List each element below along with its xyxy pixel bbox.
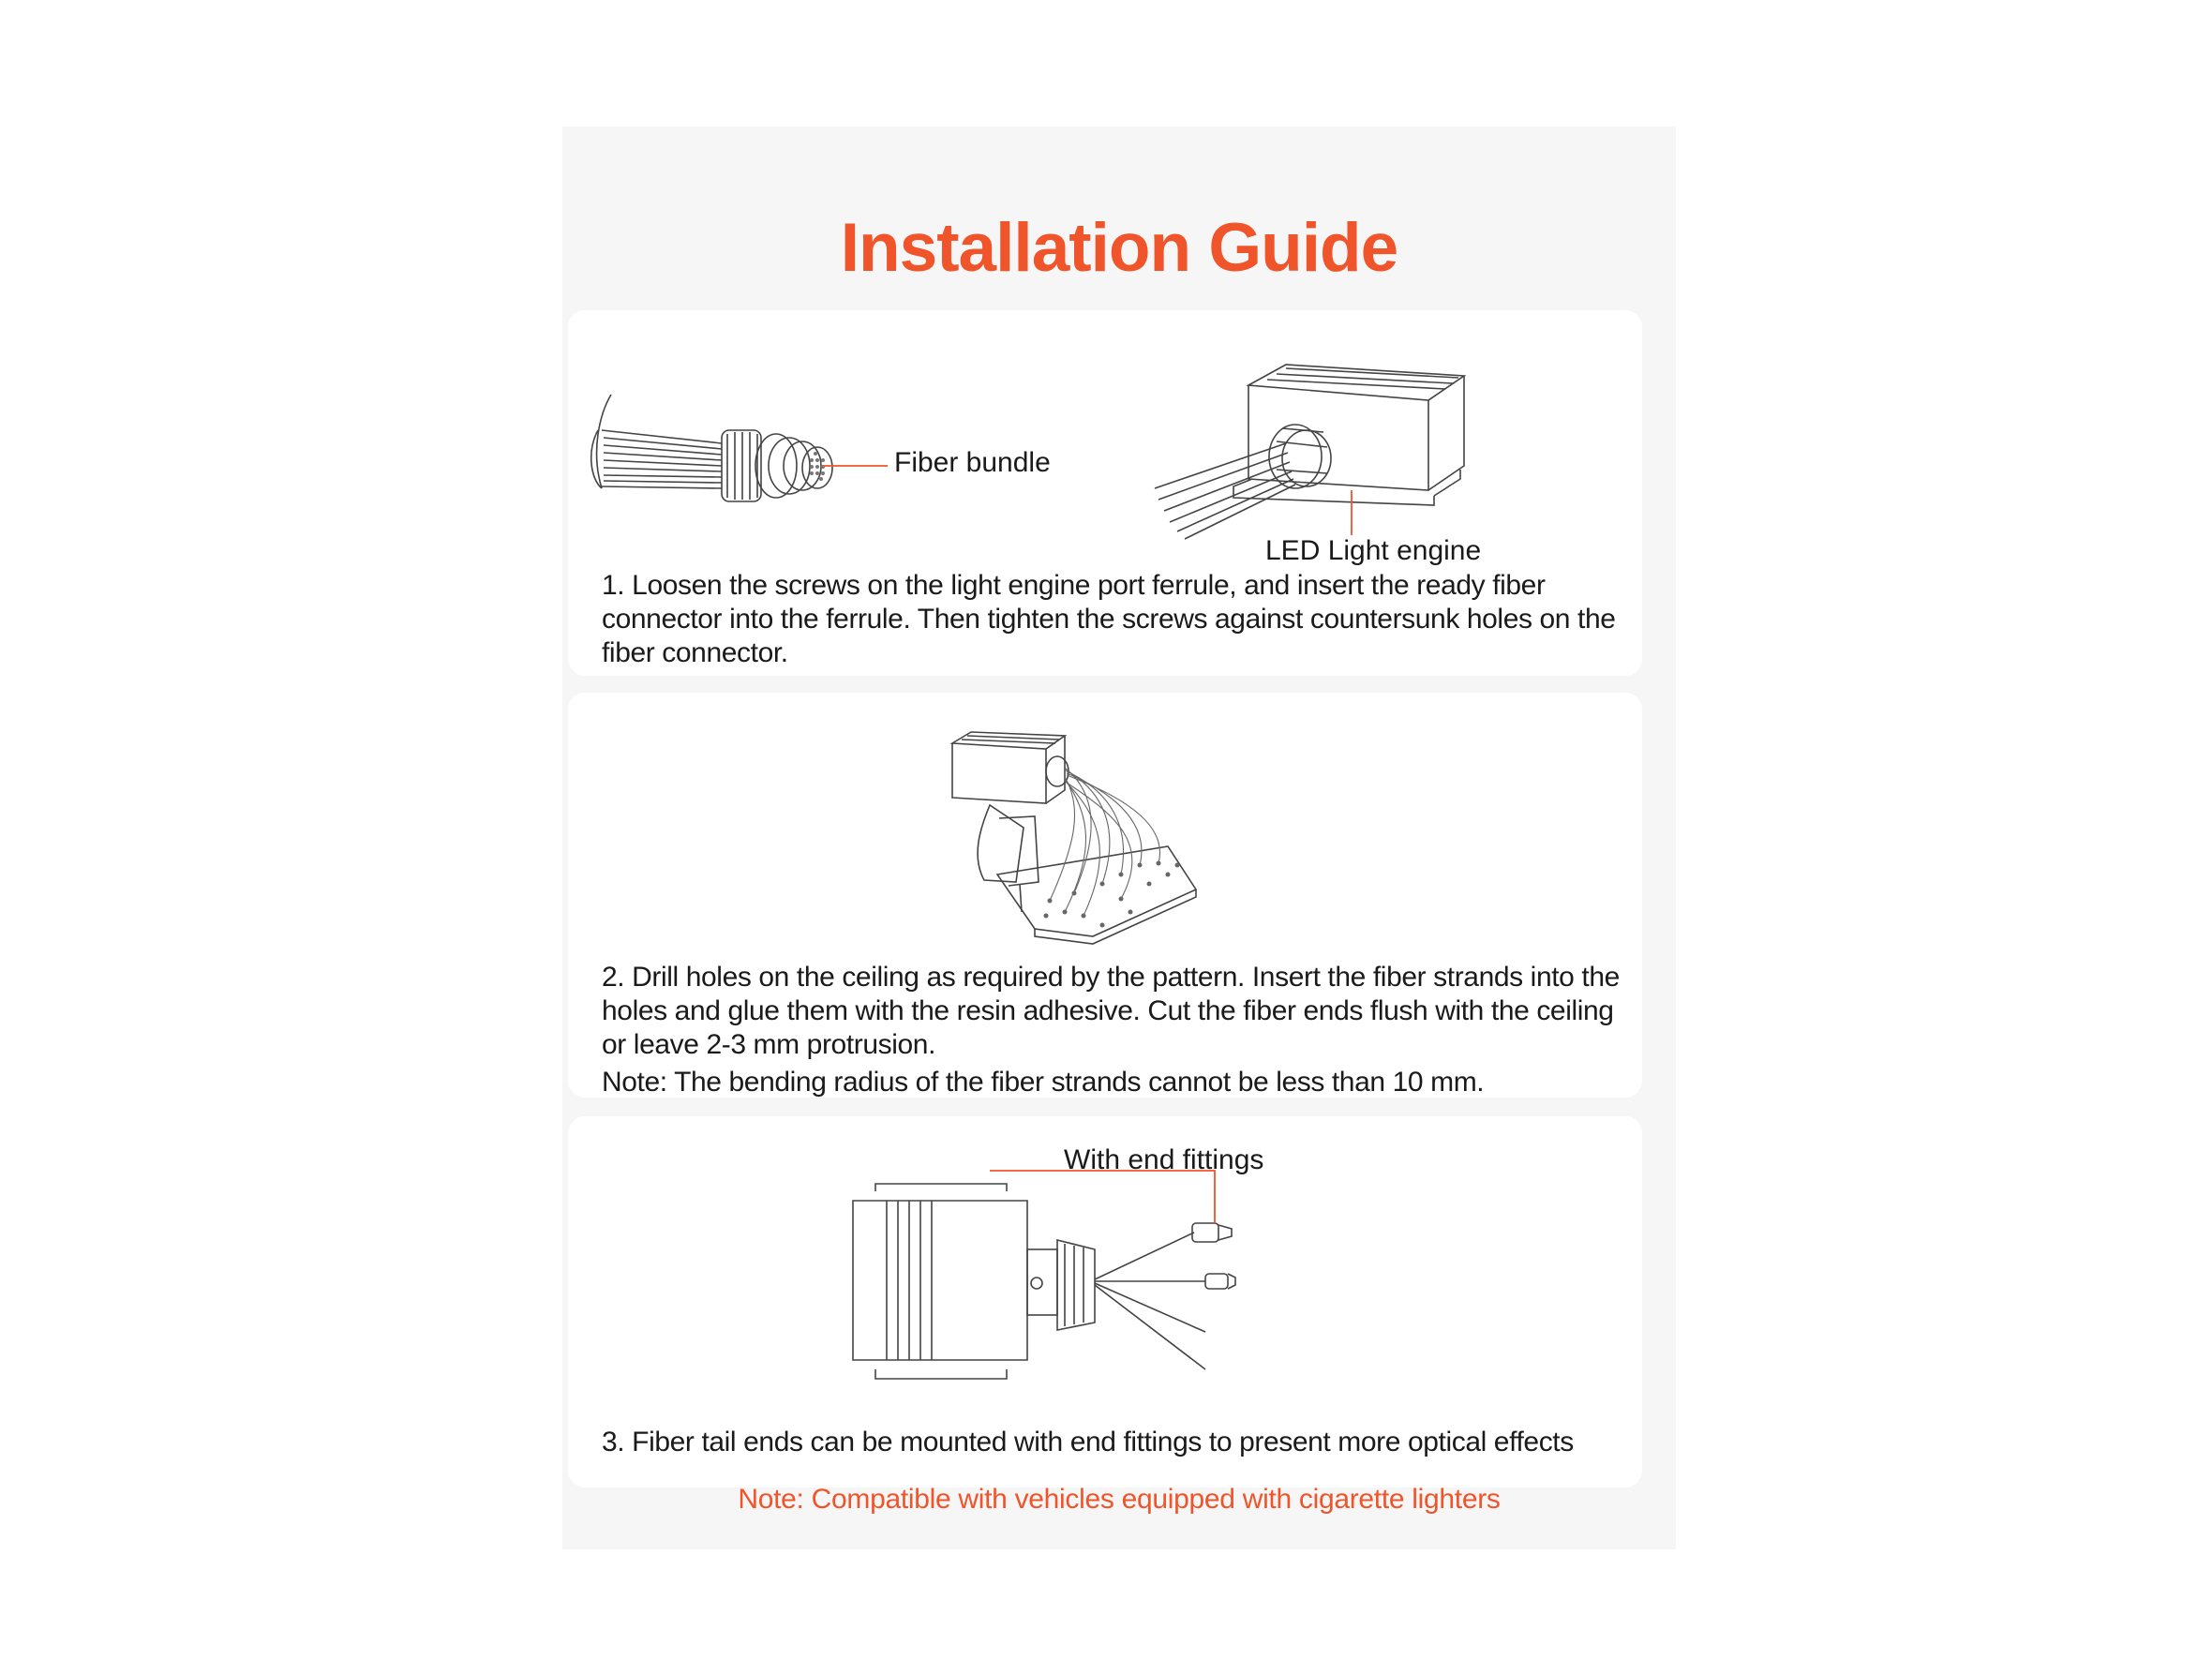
end-fittings-illustration — [849, 1182, 1280, 1397]
light-engine-label: LED Light engine — [1265, 535, 1482, 566]
end-fittings-label: With end fittings — [1064, 1144, 1264, 1175]
installation-guide-sheet — [562, 127, 1676, 1549]
step-2-text: 2. Drill holes on the ceiling as required by the pattern. Insert the fiber strands into the holes and glue them with the resin adhesive. Cut the fiber ends flush with the ceiling or leave 2-3 mm protrusion. — [602, 962, 1620, 1060]
fiber-bundle-label: Fiber bundle — [894, 447, 1051, 478]
drilling-illustration — [934, 715, 1252, 959]
footer-note: Note: Compatible with vehicles equipped with cigarette lighters — [738, 1484, 1501, 1515]
step-3-text: 3. Fiber tail ends can be mounted with end fittings to present more optical effects — [602, 1427, 1574, 1457]
step-1-text: 1. Loosen the screws on the light engine port ferrule, and insert the ready fiber connector into the ferrule. Then tighten the screws against countersunk holes on the fiber connector. — [602, 570, 1616, 668]
light-engine-illustration — [1136, 338, 1473, 545]
step-1-card — [568, 310, 1642, 676]
page-title: Installation Guide — [840, 210, 1398, 286]
step-2-card — [568, 693, 1642, 1098]
step-3-card — [568, 1116, 1642, 1487]
fiber-bundle-illustration — [581, 376, 890, 516]
step-2-note: Note: The bending radius of the fiber strands cannot be less than 10 mm. — [602, 1067, 1485, 1098]
